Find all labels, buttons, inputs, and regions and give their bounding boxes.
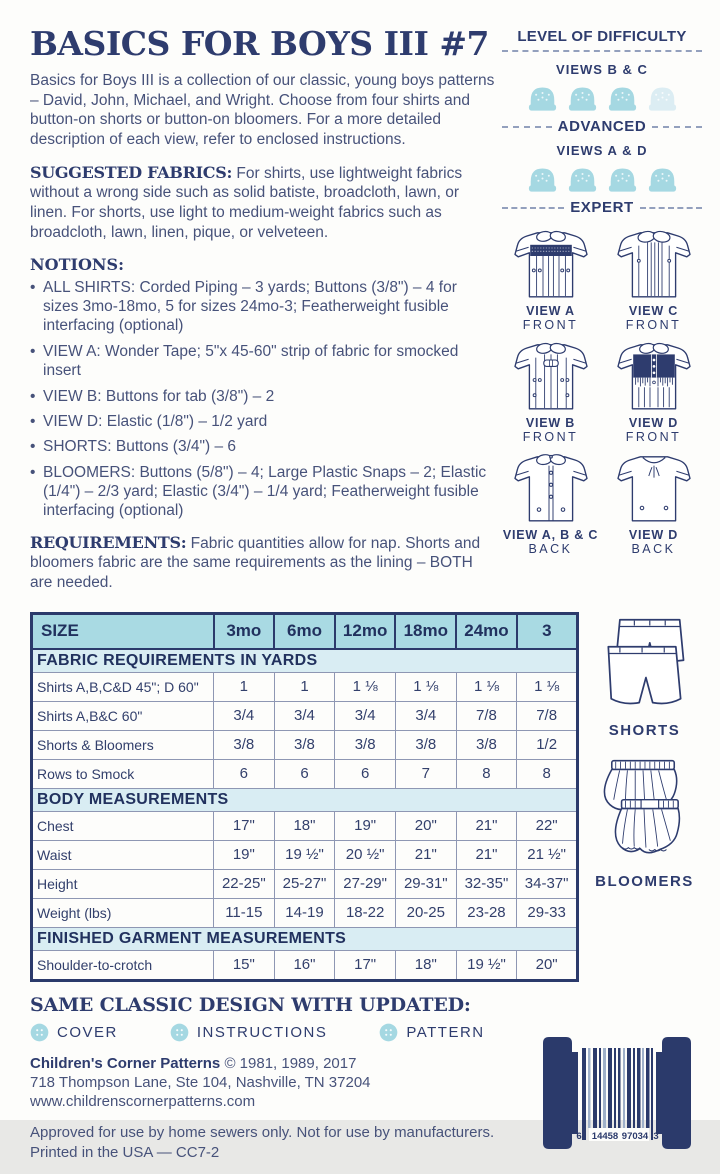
view-cell [605,224,702,332]
thimble-icon [526,83,559,112]
text-column [30,24,496,606]
shirt-view-b-front-illustration [504,336,598,416]
thimble-rating [502,164,702,193]
shirt-back-abc-illustration [504,448,598,528]
notion-item: • VIEW B: Buttons for tab (3/8") – 2 [30,387,496,406]
difficulty-level-label: EXPERT [570,199,634,216]
cell: 1 ⅛ [335,672,396,701]
section-heading: BODY MEASUREMENTS [32,788,578,811]
cell: 1/2 [517,730,578,759]
cell: 19" [335,811,396,840]
footer-section [30,994,702,1174]
cell: 3/8 [214,730,275,759]
button-icon [170,1023,189,1042]
cell: 1 ⅛ [456,672,517,701]
cell: 18" [395,950,456,980]
table-row [32,730,578,759]
suggested-fabrics-paragraph [30,163,496,243]
cell: 3/4 [395,701,456,730]
cell: 8 [517,759,578,788]
view-cell [502,224,599,332]
requirements-paragraph [30,533,496,593]
shirt-view-a-front-illustration [504,224,598,304]
view-illustrations-grid [502,224,702,556]
suggested-fabrics-text: For shirts, use lightweight fabrics without a wrong side such as solid batiste, broadcloth, lawn, or linen. For shorts, use light to medium-weight fabrics such as broadcloth, lawn, linen, pique, or velveteen. [30,164,463,241]
dash-divider [502,126,552,128]
notion-item: • VIEW A: Wonder Tape; 5"x 45-60" strip of fabric for smocked insert [30,342,496,381]
cell: 1 [214,672,275,701]
difficulty-level-label: ADVANCED [557,118,647,135]
barcode-digit: 97034 [621,1130,649,1142]
intro-paragraph: Basics for Boys III is a collection of our classic, young boys patterns – David, John, Michael, and Wright. Choose from four shirts and button-on shorts or button-on bloomers. For a more detailed description of each view, refer to enclosed instructions. [30,72,495,149]
cell: 32-35" [456,869,517,898]
view-cell [502,448,599,556]
cell: 21" [456,840,517,869]
page-title: BASICS FOR BOYS III #7 [30,24,489,63]
requirements-heading: REQUIREMENTS: [30,532,187,552]
cell: 3/4 [274,701,335,730]
notion-item: • ALL SHIRTS: Corded Piping – 3 yards; Buttons (3/8") – 4 for sizes 3mo-18mo, 5 for sizes 24mo-3; Featherweight fusible interfacing (optional) [30,278,496,336]
size-col: 24mo [456,613,517,649]
cell: 20" [517,950,578,980]
cell: 11-15 [214,898,275,927]
copyright-years: © 1981, 1989, 2017 [220,1054,357,1072]
view-part: FRONT [625,318,682,332]
view-cell [605,448,702,556]
updated-item [30,1023,118,1042]
updated-item-label: INSTRUCTIONS [196,1023,328,1041]
size-col: 3 [517,613,578,649]
size-col: 3mo [214,613,275,649]
printed-line: Printed in the USA — CC7-2 [30,1143,220,1161]
cell: 20" [395,811,456,840]
view-cell [605,336,702,444]
view-name: VIEW A [526,304,575,318]
row-label: Shorts & Bloomers [32,730,214,759]
button-icon [30,1023,49,1042]
updated-item-label: PATTERN [406,1023,485,1041]
row-label: Shoulder-to-crotch [32,950,214,980]
dash-divider [640,207,702,209]
view-part: BACK [631,542,676,556]
row-label: Weight (lbs) [32,898,214,927]
cell: 3/8 [395,730,456,759]
section-row [32,927,578,950]
table-row [32,840,578,869]
size-table-section [30,612,702,982]
difficulty-heading: LEVEL OF DIFFICULTY [502,28,702,52]
updated-item-label: COVER [57,1023,118,1041]
cell: 34-37" [517,869,578,898]
size-col: 18mo [395,613,456,649]
view-part: FRONT [522,430,579,444]
cell: 19 ½" [274,840,335,869]
cell: 29-31" [395,869,456,898]
cell: 22" [517,811,578,840]
requirements-text: Fabric quantities allow for nap. Shorts and bloomers fabric are the same requirements as the lining – BOTH are needed. [30,534,481,592]
thimble-icon [526,164,559,193]
thimble-icon-faded [646,83,679,112]
table-row [32,759,578,788]
dash-divider [502,207,564,209]
difficulty-group-views-label: VIEWS A & D [556,143,648,158]
thimble-rating [502,83,702,112]
cell: 6 [274,759,335,788]
table-row [32,701,578,730]
top-section [30,24,702,606]
cell: 21" [395,840,456,869]
size-col: 12mo [335,613,396,649]
size-table [30,612,579,982]
cell: 7/8 [517,701,578,730]
notion-item: • VIEW D: Elastic (1/8") – 1/2 yard [30,412,496,431]
cell: 6 [335,759,396,788]
cell: 8 [456,759,517,788]
updated-item [170,1023,328,1042]
difficulty-level [502,199,702,216]
bloomers-illustration [589,749,699,871]
approval-line: Approved for use by home sewers only. Not for use by manufacturers. [30,1124,495,1142]
thimble-icon [566,164,599,193]
updated-item [379,1023,484,1042]
shirt-view-d-front-illustration [607,336,701,416]
bloomers-label: BLOOMERS [595,872,694,890]
size-header-row [32,613,578,649]
section-row [32,649,578,673]
size-header-cell: SIZE [32,613,214,649]
cell: 1 ⅛ [395,672,456,701]
cell: 3/4 [335,701,396,730]
row-label: Height [32,869,214,898]
cell: 17" [214,811,275,840]
table-row [32,869,578,898]
cell: 23-28 [456,898,517,927]
cell: 7 [395,759,456,788]
difficulty-views-column [502,24,702,606]
view-cell [502,336,599,444]
barcode-digit: 14458 [591,1130,619,1142]
view-part: FRONT [625,430,682,444]
dash-divider [652,126,702,128]
size-col: 6mo [274,613,335,649]
row-label: Chest [32,811,214,840]
shirt-view-c-front-illustration [607,224,701,304]
shorts-illustration [590,612,698,720]
cell: 19" [214,840,275,869]
barcode-bars [582,1048,653,1140]
publisher-name: Children's Corner Patterns [30,1054,221,1072]
view-name: VIEW B [525,416,576,430]
spool-end-right [656,1037,691,1149]
cell: 27-29" [335,869,396,898]
cell: 7/8 [456,701,517,730]
difficulty-level [502,118,702,135]
cell: 16" [274,950,335,980]
cell: 3/8 [274,730,335,759]
cell: 21" [456,811,517,840]
barcode-digit: 3 [653,1130,659,1142]
view-part: FRONT [522,318,579,332]
cell: 21 ½" [517,840,578,869]
section-row [32,788,578,811]
difficulty-group-views-label: VIEWS B & C [556,62,648,77]
cell: 29-33 [517,898,578,927]
table-row [32,672,578,701]
cell: 20 ½" [335,840,396,869]
row-label: Waist [32,840,214,869]
notions-list [30,278,496,521]
notion-item: • SHORTS: Buttons (3/4") – 6 [30,437,496,456]
table-row [32,811,578,840]
notion-item: • BLOOMERS: Buttons (5/8") – 4; Large Plastic Snaps – 2; Elastic (1/4") – 2/3 yard; Elastic (3/4") – 1/4 yard; Featherweight fusible interfacing (optional) [30,463,496,521]
cell: 1 ⅛ [517,672,578,701]
thimble-icon [606,83,639,112]
cell: 6 [214,759,275,788]
row-label: Shirts A,B,C&D 45"; D 60" [32,672,214,701]
updated-heading: SAME CLASSIC DESIGN WITH UPDATED: [30,993,471,1016]
spool-barcode [536,1034,698,1152]
publisher-website: www.childrenscornerpatterns.com [30,1093,256,1111]
section-heading: FABRIC REQUIREMENTS IN YARDS [32,649,578,673]
cell: 3/8 [456,730,517,759]
cell: 17" [335,950,396,980]
row-label: Shirts A,B&C 60" [32,701,214,730]
cell: 1 [274,672,335,701]
cell: 15" [214,950,275,980]
cell: 18-22 [335,898,396,927]
shorts-label: SHORTS [608,721,681,739]
thimble-icon [606,164,639,193]
view-name: VIEW D [628,528,679,542]
row-label: Rows to Smock [32,759,214,788]
notions-heading: NOTIONS: [30,255,124,275]
cell: 19 ½" [456,950,517,980]
spool-end-left [543,1037,578,1149]
cell: 22-25" [214,869,275,898]
shirt-back-d-illustration [607,448,701,528]
section-heading: FINISHED GARMENT MEASUREMENTS [32,927,578,950]
publisher-address: 718 Thompson Lane, Ste 104, Nashville, TN 37204 [30,1074,371,1092]
view-name: VIEW A, B & C [502,528,599,542]
barcode-digit: 6 [576,1130,582,1142]
cell: 3/4 [214,701,275,730]
suggested-fabrics-heading: SUGGESTED FABRICS: [30,162,233,182]
table-row [32,950,578,980]
table-row [32,898,578,927]
thimble-icon [646,164,679,193]
view-part: BACK [528,542,573,556]
view-name: VIEW C [628,304,679,318]
cell: 3/8 [335,730,396,759]
cell: 25-27" [274,869,335,898]
cell: 18" [274,811,335,840]
garment-illustrations-column [587,612,702,982]
cell: 14-19 [274,898,335,927]
view-name: VIEW D [628,416,679,430]
button-icon [379,1023,398,1042]
cell: 20-25 [395,898,456,927]
thimble-icon [566,83,599,112]
